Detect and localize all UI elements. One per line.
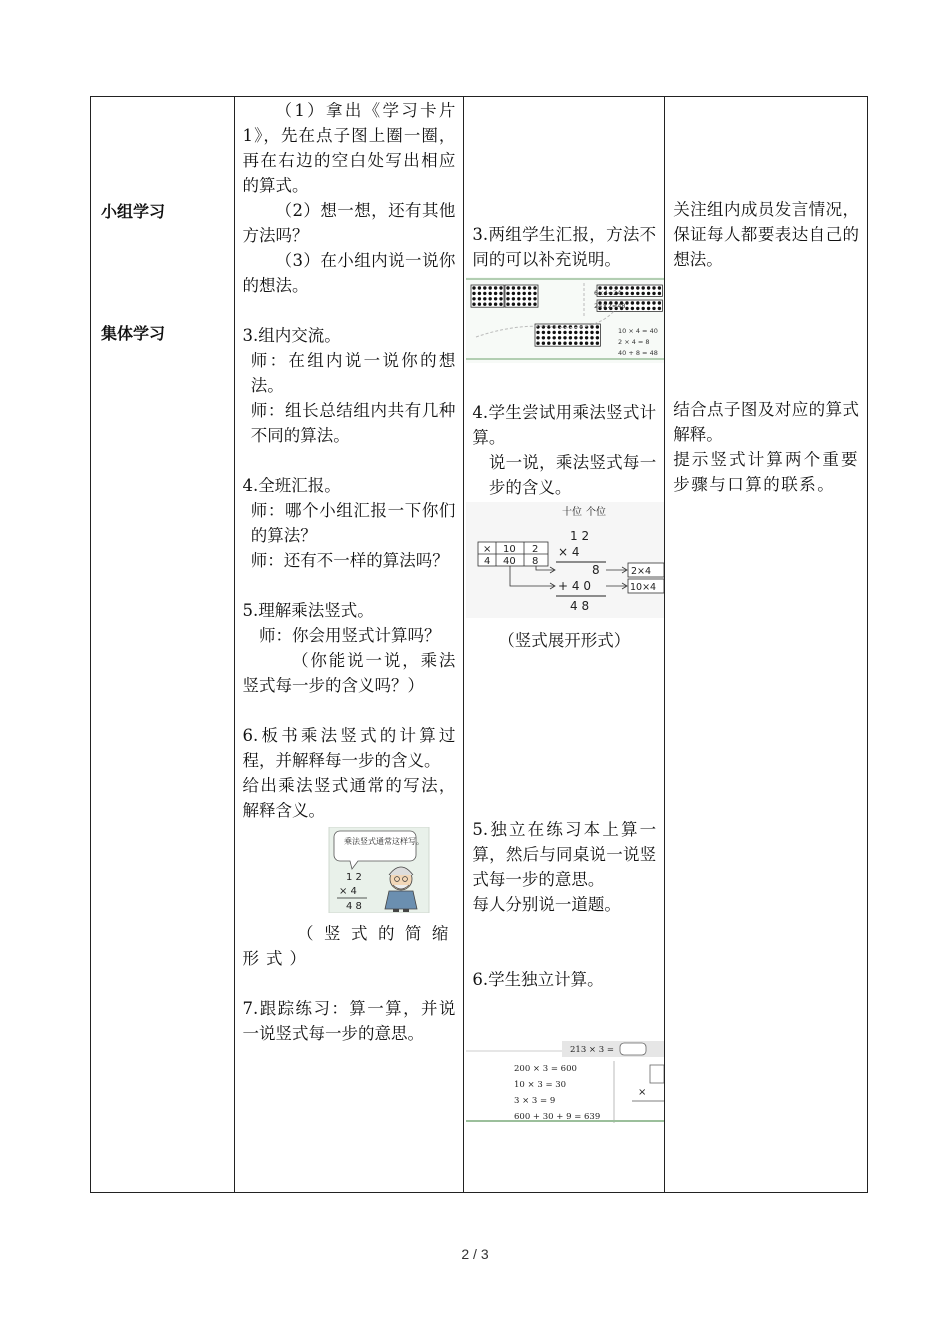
dot [489,297,492,300]
dot [596,325,599,328]
each-person-text: 每人分别说一道题。 [472,895,621,914]
dot [542,336,545,339]
dot [658,286,661,289]
independent-calc-text: 6.学生独立计算。 [472,970,604,989]
independent-text: 5.独立在练习本上算一算，然后与同桌说一说竖式每一步的意思。 [472,820,657,889]
dot [542,342,545,345]
try-text: 4.学生尝试用乘法竖式计算。 [472,403,657,447]
dot [626,286,629,289]
dot [494,286,497,289]
dot [653,307,656,310]
dot [542,331,545,334]
dot [642,307,645,310]
dot [523,297,526,300]
dot [564,331,567,334]
dot [512,303,515,306]
dot [626,301,629,304]
dot [631,301,634,304]
dot [553,331,556,334]
teacher-line: 师：你会用竖式计算吗？ [259,626,441,645]
dot [591,331,594,334]
dot [653,286,656,289]
dot [528,297,531,300]
dot [647,292,650,295]
dot [534,286,537,289]
side-box: 10×4 [630,582,657,593]
dot [596,331,599,334]
dot [548,331,551,334]
dot [500,303,503,306]
dot [523,286,526,289]
dot [647,307,650,310]
grid-cell: 4 [484,556,491,567]
dot [523,292,526,295]
dot [534,303,537,306]
explain-text: 说一说，乘法竖式每一步的含义。 [488,453,657,497]
dot [580,342,583,345]
dot [484,297,487,300]
place-ten: 十位 [562,507,583,518]
expanded-vertical-figure [466,502,664,618]
eq-text: 2 × 4 = 8 [618,338,650,346]
dot [478,286,481,289]
dot [647,286,650,289]
dot [500,286,503,289]
dot [553,336,556,339]
calc-row: 4 8 [345,901,362,912]
dot [569,342,572,345]
dot [585,342,588,345]
dot [507,292,510,295]
step-discuss: （3）在小组内说一说你的想法。 [242,251,456,295]
dot [518,303,521,306]
teacher-line: 师：在组内说一说你的想法。 [250,351,456,395]
label-column [91,97,235,1193]
dot [489,292,492,295]
step5-title: 5.理解乘法竖式。 [242,601,374,620]
dot [658,301,661,304]
side-box: 2×4 [631,566,652,577]
dot [500,292,503,295]
dot [528,292,531,295]
dot [591,336,594,339]
label-group-study: 小组学习 [101,202,166,221]
dot [489,286,492,289]
dot [478,297,481,300]
dot [591,325,594,328]
step-other-method: （2）想一想，还有其他方法吗？ [242,201,456,245]
dot [484,286,487,289]
dot [658,307,661,310]
dot [580,336,583,339]
teacher-line: 师：哪个小组汇报一下你们的算法？ [250,501,456,545]
dot [507,303,510,306]
teacher-column [234,97,464,1193]
place-one: 个位 [586,507,607,518]
step6-note: 给出乘法竖式通常的写法，解释含义。 [242,776,456,820]
step7-title: 7.跟踪练习：算一算，并说一说竖式每一步的意思。 [242,999,456,1043]
dot [626,307,629,310]
practice-figure [466,1041,664,1123]
dot [564,342,567,345]
dot [507,286,510,289]
eq-text: 10 × 4 = 40 [618,327,659,335]
grid-cell: 10 [503,544,517,555]
dot [537,342,540,345]
dot [626,292,629,295]
dot [548,342,551,345]
dot [489,303,492,306]
intent-column [665,97,868,1193]
dot-array-figure [466,277,664,363]
dot [494,292,497,295]
dot [500,297,503,300]
dot [494,297,497,300]
dot [558,331,561,334]
dot [596,336,599,339]
dot [558,336,561,339]
dot [569,336,572,339]
dot [642,292,645,295]
dot [653,292,656,295]
dot [631,292,634,295]
calc-row: × 4 [338,886,357,897]
eq-text: 40 + 8 = 48 [618,349,659,357]
dot [596,342,599,345]
dot [534,297,537,300]
short-form-caption: （竖式的简缩形式） [242,924,456,968]
teacher-line: 师：还有不一样的算法吗？ [250,551,449,570]
dot [569,331,572,334]
lesson-table [90,96,868,1193]
dot [642,301,645,304]
dot [548,336,551,339]
calc-row: 1 2 [345,872,362,883]
dot [537,331,540,334]
practice-line: 600 + 30 + 9 = 639 [514,1112,601,1122]
bubble-text: 乘法竖式通常这样写。 [343,837,424,846]
label-class-study: 集体学习 [101,324,166,343]
short-form-figure [243,827,455,913]
grid-cell: 8 [532,556,539,567]
dot [518,292,521,295]
dot [558,342,561,345]
dot [575,336,578,339]
dot [507,297,510,300]
practice-times: × [638,1087,647,1098]
dot [478,292,481,295]
intent-text: 提示竖式计算两个重要步骤与口算的联系。 [673,450,859,494]
dot [528,303,531,306]
dot [512,292,515,295]
dot [564,336,567,339]
eq-text: 24×2=48 [594,302,626,310]
dot [585,331,588,334]
dot [512,297,515,300]
vert-row: + 4 0 [558,579,592,593]
dot [631,307,634,310]
vert-row: 4 8 [570,599,590,613]
practice-line: 200 × 3 = 600 [514,1064,578,1074]
vert-row: × 4 [558,545,580,559]
dot [585,336,588,339]
report-text: 3.两组学生汇报，方法不同的可以补充说明。 [472,225,657,269]
dot [658,292,661,295]
grid-cell: 2 [532,544,539,555]
dot [537,336,540,339]
page-number: 2 / 3 [461,1246,489,1262]
dot [518,297,521,300]
teacher-note: （你能说一说，乘法竖式每一步的含义吗？） [242,651,456,695]
practice-line: 3 × 3 = 9 [514,1096,556,1106]
grid-cell: × [483,544,492,555]
dot-block [471,285,504,307]
dot [518,286,521,289]
dot [528,286,531,289]
dot [569,325,572,328]
dot [575,342,578,345]
dot-block [505,285,538,307]
intent-text: 关注组内成员发言情况，保证每人都要表达自己的想法。 [673,200,859,269]
dot [580,331,583,334]
step4-title: 4.全班汇报。 [242,476,341,495]
dot [494,303,497,306]
eq-text: 6×4=24 [594,289,622,297]
step6-title: 6.板书乘法竖式的计算过程，并解释每一步的含义。 [242,726,456,770]
dot [637,307,640,310]
dot [478,303,481,306]
dot [534,292,537,295]
dot [637,301,640,304]
dot [473,292,476,295]
dot [653,301,656,304]
step-card: （1）拿出《学习卡片1》，先在点子图上圈一圈，再在右边的空白处写出相应的算式。 [242,101,456,195]
vert-row: 1 2 [570,529,590,543]
dot [564,325,567,328]
student-column [464,97,665,1193]
dot [523,303,526,306]
practice-line: 10 × 3 = 30 [514,1080,567,1090]
step3-title: 3.组内交流。 [242,326,341,345]
dot [637,286,640,289]
dot [591,342,594,345]
dot [637,292,640,295]
grid-cell: 40 [503,556,517,567]
dot [631,286,634,289]
vert-row: 8 [592,563,601,577]
dot [512,286,515,289]
dot [473,297,476,300]
practice-head: 213 × 3 = [570,1045,615,1055]
intent-text: 结合点子图及对应的算式解释。 [673,400,859,444]
teacher-line: 师：组长总结组内共有几种不同的算法。 [250,401,456,445]
dot [647,301,650,304]
dot [473,286,476,289]
expanded-caption: （竖式展开形式） [498,631,631,650]
dot [484,292,487,295]
dot [575,331,578,334]
dot [642,286,645,289]
dot [484,303,487,306]
dot [473,303,476,306]
dot [553,342,556,345]
